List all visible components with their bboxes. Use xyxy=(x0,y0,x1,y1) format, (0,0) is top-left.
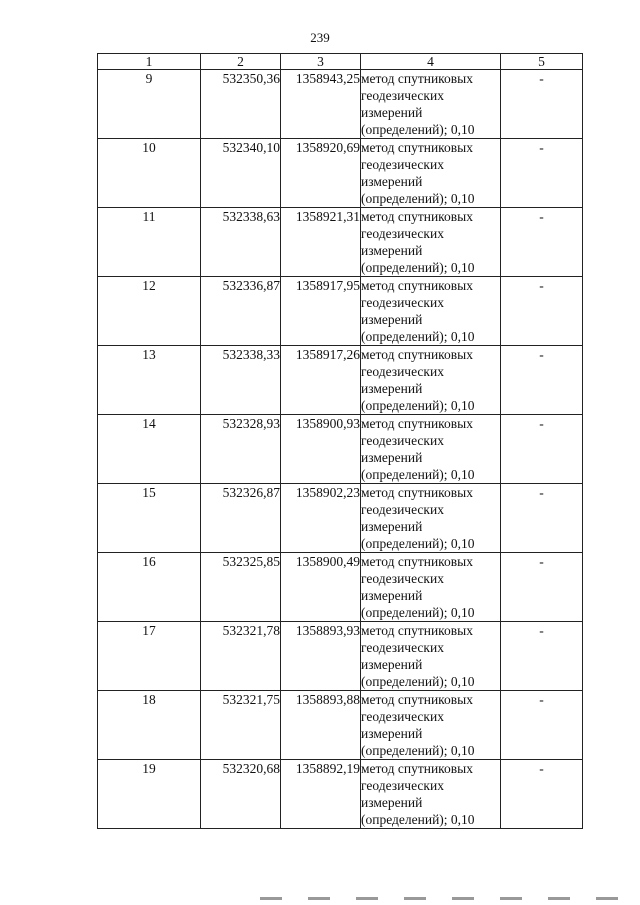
point-number-cell: 16 xyxy=(98,553,201,622)
column-header-4: 4 xyxy=(361,54,501,70)
table-row xyxy=(98,484,583,553)
y-coordinate-cell: 1358921,31 xyxy=(281,208,361,277)
y-coordinate-cell: 1358900,49 xyxy=(281,553,361,622)
x-coordinate-cell: 532326,87 xyxy=(201,484,281,553)
table-row xyxy=(98,70,583,139)
y-coordinate-cell: 1358892,19 xyxy=(281,760,361,829)
y-coordinate-cell: 1358917,26 xyxy=(281,346,361,415)
note-cell: - xyxy=(501,622,583,691)
column-header-2: 2 xyxy=(201,54,281,70)
method-accuracy-cell: метод спутниковых геодезических измерений (определений); 0,10 xyxy=(361,208,501,277)
x-coordinate-cell: 532328,93 xyxy=(201,415,281,484)
page-number: 239 xyxy=(310,30,330,45)
point-number-cell: 10 xyxy=(98,139,201,208)
point-number-cell: 14 xyxy=(98,415,201,484)
y-coordinate-cell: 1358920,69 xyxy=(281,139,361,208)
note-cell: - xyxy=(501,208,583,277)
method-accuracy-cell: метод спутниковых геодезических измерений (определений); 0,10 xyxy=(361,760,501,829)
point-number-cell: 11 xyxy=(98,208,201,277)
column-header-1: 1 xyxy=(98,54,201,70)
point-number-cell: 19 xyxy=(98,760,201,829)
x-coordinate-cell: 532321,75 xyxy=(201,691,281,760)
note-cell: - xyxy=(501,553,583,622)
note-cell: - xyxy=(501,691,583,760)
table-row xyxy=(98,415,583,484)
point-number-cell: 12 xyxy=(98,277,201,346)
table-body xyxy=(98,70,583,829)
y-coordinate-cell: 1358893,93 xyxy=(281,622,361,691)
column-header-5: 5 xyxy=(501,54,583,70)
x-coordinate-cell: 532340,10 xyxy=(201,139,281,208)
method-accuracy-cell: метод спутниковых геодезических измерений (определений); 0,10 xyxy=(361,622,501,691)
method-accuracy-cell: метод спутниковых геодезических измерений (определений); 0,10 xyxy=(361,415,501,484)
x-coordinate-cell: 532338,63 xyxy=(201,208,281,277)
x-coordinate-cell: 532338,33 xyxy=(201,346,281,415)
y-coordinate-cell: 1358900,93 xyxy=(281,415,361,484)
x-coordinate-cell: 532350,36 xyxy=(201,70,281,139)
method-accuracy-cell: метод спутниковых геодезических измерений (определений); 0,10 xyxy=(361,553,501,622)
table-row xyxy=(98,346,583,415)
method-accuracy-cell: метод спутниковых геодезических измерений (определений); 0,10 xyxy=(361,277,501,346)
column-header-3: 3 xyxy=(281,54,361,70)
y-coordinate-cell: 1358893,88 xyxy=(281,691,361,760)
note-cell: - xyxy=(501,760,583,829)
note-cell: - xyxy=(501,277,583,346)
y-coordinate-cell: 1358902,23 xyxy=(281,484,361,553)
y-coordinate-cell: 1358943,25 xyxy=(281,70,361,139)
point-number-cell: 9 xyxy=(98,70,201,139)
note-cell: - xyxy=(501,70,583,139)
method-accuracy-cell: метод спутниковых геодезических измерений (определений); 0,10 xyxy=(361,139,501,208)
method-accuracy-cell: метод спутниковых геодезических измерений (определений); 0,10 xyxy=(361,484,501,553)
method-accuracy-cell: метод спутниковых геодезических измерений (определений); 0,10 xyxy=(361,691,501,760)
coordinates-table xyxy=(97,53,583,829)
x-coordinate-cell: 532320,68 xyxy=(201,760,281,829)
point-number-cell: 13 xyxy=(98,346,201,415)
table-header-row xyxy=(98,54,583,70)
note-cell: - xyxy=(501,415,583,484)
table-row xyxy=(98,691,583,760)
table-row xyxy=(98,622,583,691)
note-cell: - xyxy=(501,139,583,208)
point-number-cell: 17 xyxy=(98,622,201,691)
table-row xyxy=(98,553,583,622)
point-number-cell: 15 xyxy=(98,484,201,553)
table-row xyxy=(98,139,583,208)
point-number-cell: 18 xyxy=(98,691,201,760)
table-row xyxy=(98,760,583,829)
x-coordinate-cell: 532336,87 xyxy=(201,277,281,346)
note-cell: - xyxy=(501,484,583,553)
table-row xyxy=(98,277,583,346)
footer-scan-marks xyxy=(260,897,640,900)
y-coordinate-cell: 1358917,95 xyxy=(281,277,361,346)
x-coordinate-cell: 532321,78 xyxy=(201,622,281,691)
method-accuracy-cell: метод спутниковых геодезических измерений (определений); 0,10 xyxy=(361,346,501,415)
note-cell: - xyxy=(501,346,583,415)
method-accuracy-cell: метод спутниковых геодезических измерений (определений); 0,10 xyxy=(361,70,501,139)
x-coordinate-cell: 532325,85 xyxy=(201,553,281,622)
table-row xyxy=(98,208,583,277)
